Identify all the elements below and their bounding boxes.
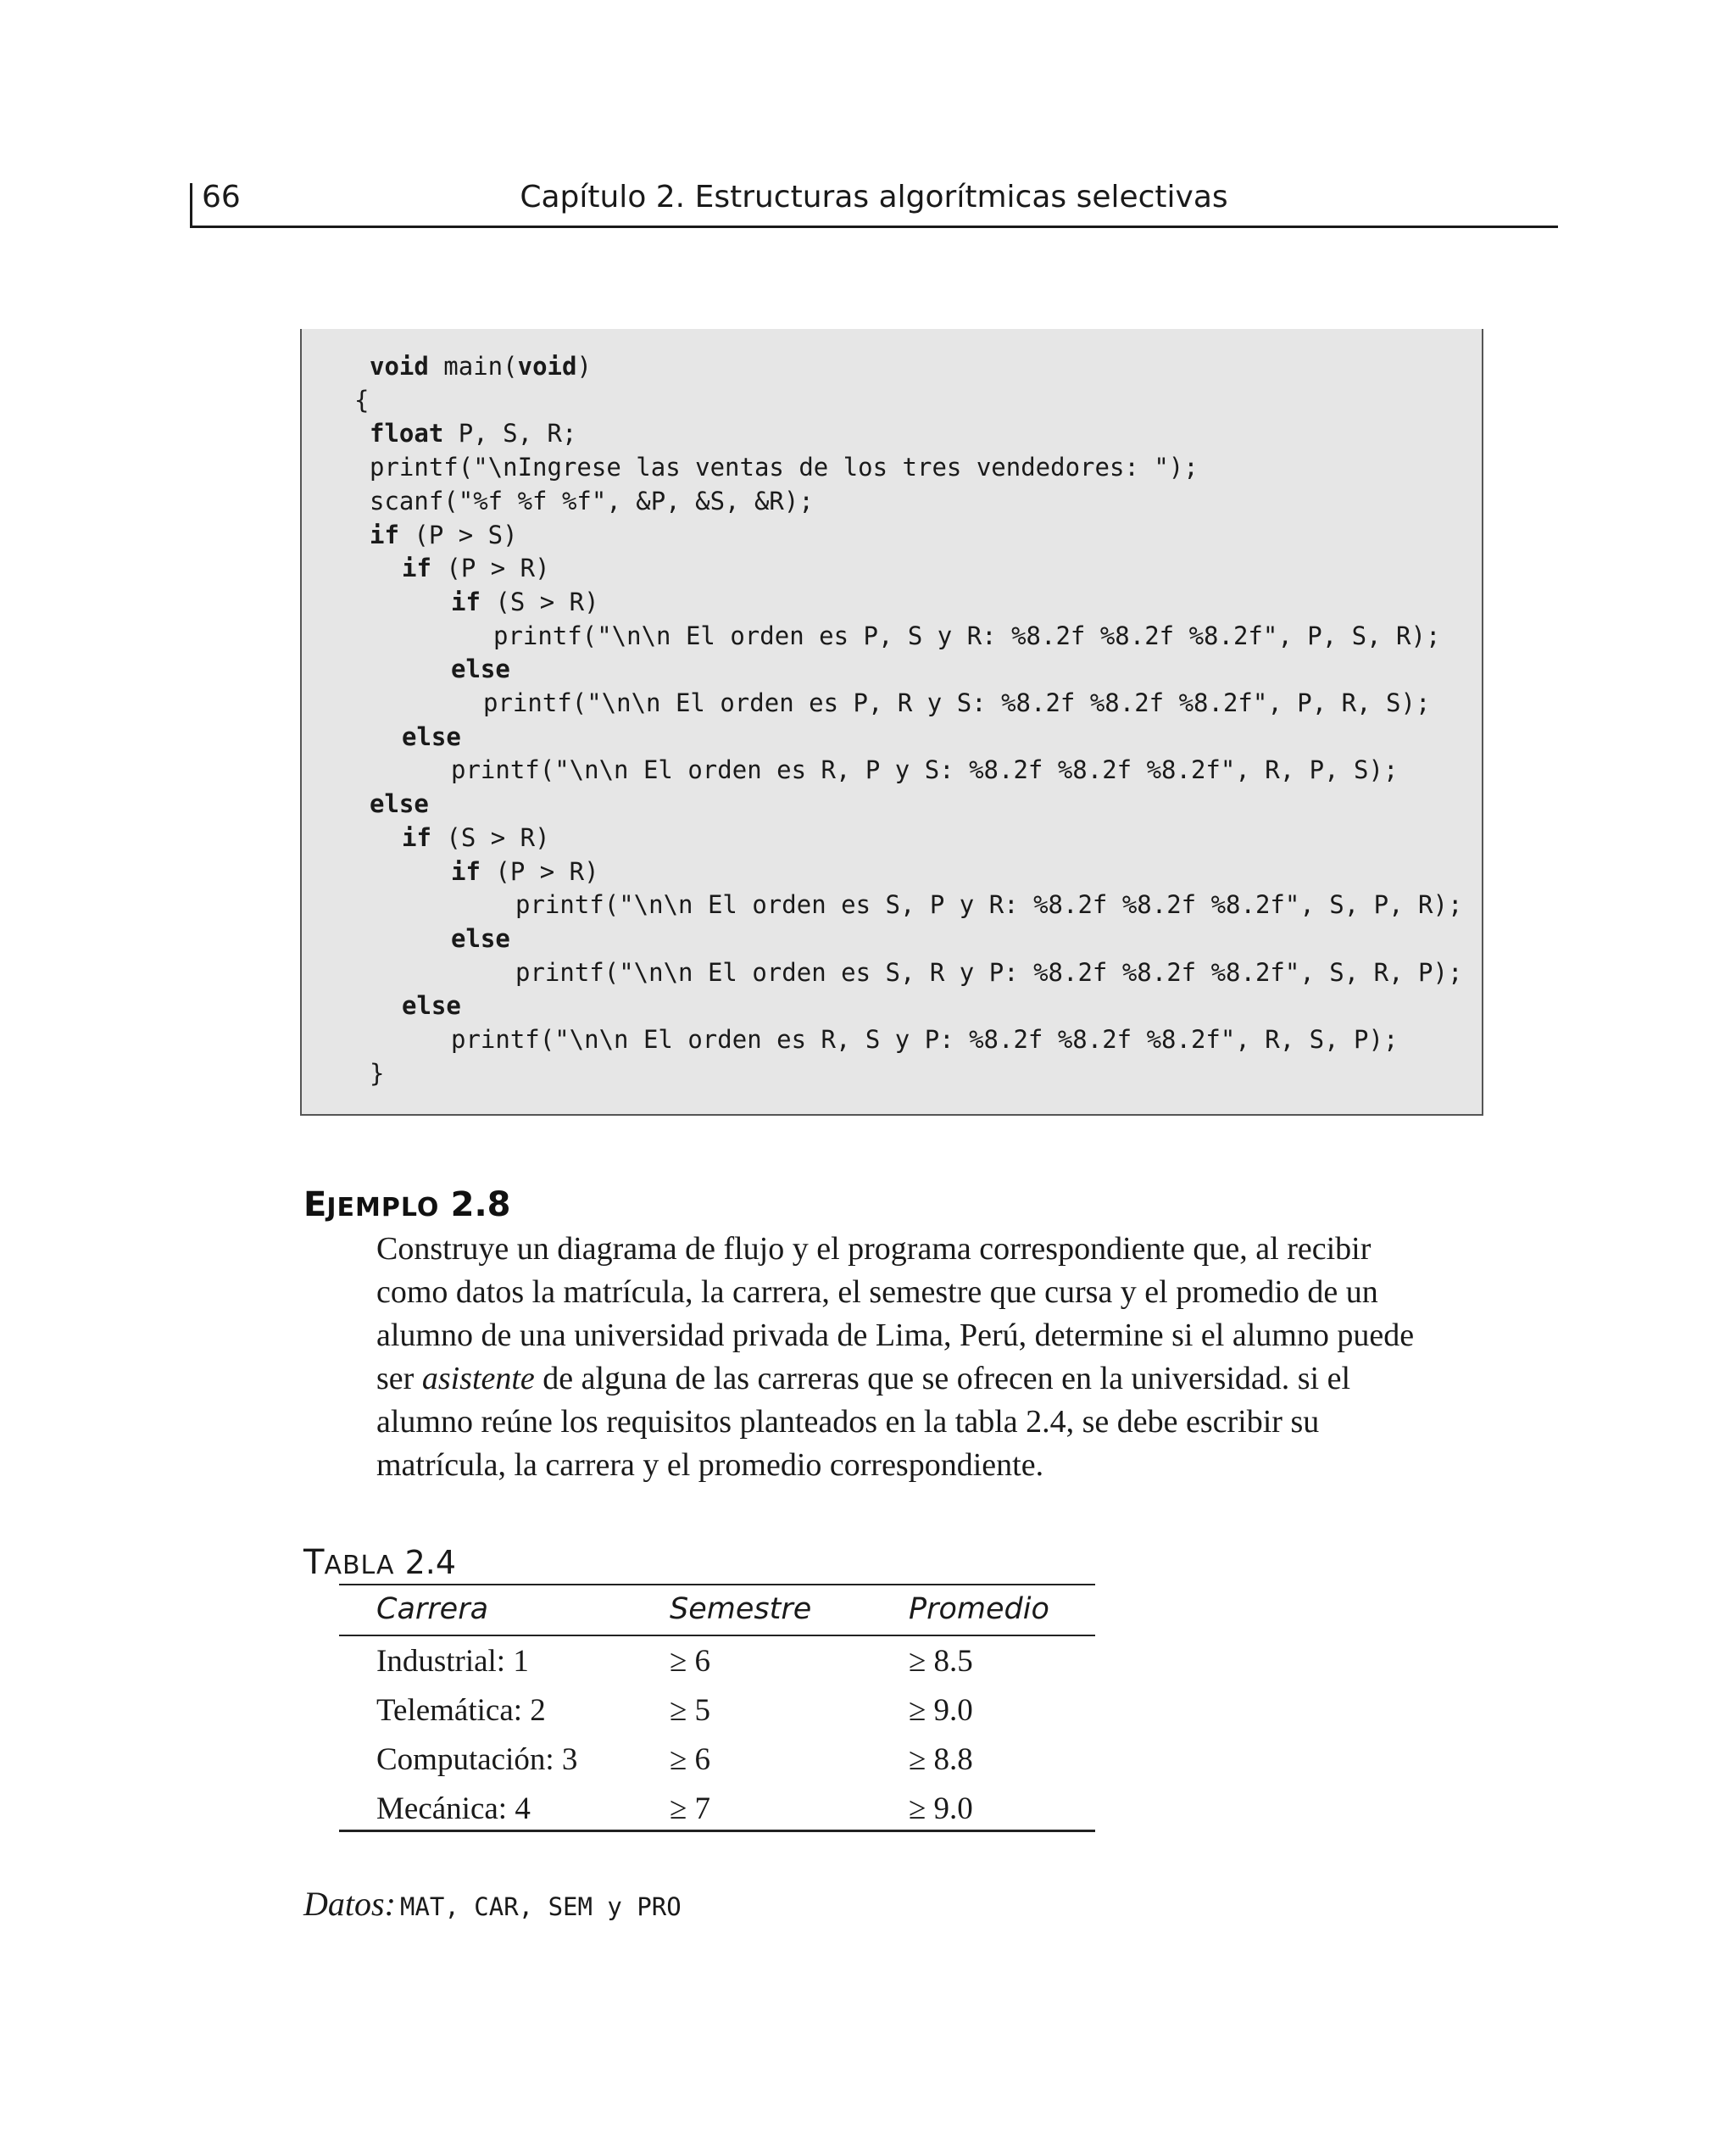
header-promedio: Promedio	[909, 1592, 1049, 1626]
datos-label: Datos:	[303, 1885, 396, 1923]
code-line	[515, 955, 1462, 989]
cell-semestre: ≥ 5	[670, 1693, 711, 1728]
table-top-rule	[339, 1584, 1095, 1585]
code-line	[354, 383, 369, 417]
code-line	[370, 787, 429, 821]
code-text: printf("\n\n El orden es S, R y P: %8.2f %8.2f %8.2f", S, R, P);	[515, 957, 1463, 987]
code-line	[451, 585, 599, 619]
code-keyword: void	[370, 352, 429, 381]
cell-semestre: ≥ 6	[670, 1742, 711, 1777]
code-keyword: else	[370, 789, 429, 819]
code-keyword: else	[451, 923, 510, 953]
cell-promedio: ≥ 8.8	[909, 1742, 973, 1777]
code-text: printf("\n\n El orden es R, S y P: %8.2f %8.2f %8.2f", R, S, P);	[451, 1025, 1399, 1054]
body-line: alumno de una universidad privada de Lima, Perú, determine si el alumno puede	[376, 1318, 1415, 1353]
code-keyword: float	[370, 419, 444, 448]
code-text: (P > S)	[398, 520, 518, 549]
cell-carrera: Industrial: 1	[376, 1644, 529, 1679]
cell-promedio: ≥ 8.5	[909, 1644, 973, 1679]
code-line	[451, 753, 1398, 787]
code-text: )	[576, 352, 592, 381]
page-number: 66	[202, 180, 241, 214]
example-title: EJEMPLO 2.8	[303, 1185, 511, 1224]
code-text: (S > R)	[480, 587, 599, 616]
cell-promedio: ≥ 9.0	[909, 1791, 973, 1826]
example-body	[376, 1228, 1504, 1487]
code-keyword: if	[451, 587, 481, 616]
body-line: ser asistente de alguna de las carreras que se ofrecen en la universidad. si el	[376, 1361, 1351, 1396]
code-keyword: else	[451, 655, 510, 684]
code-listing	[300, 329, 1483, 1116]
code-text: {	[354, 385, 370, 415]
code-keyword: if	[402, 554, 431, 583]
code-text: main(	[428, 352, 518, 381]
code-text: (S > R)	[431, 822, 550, 852]
code-keyword: if	[370, 520, 399, 549]
cell-carrera: Mecánica: 4	[376, 1791, 531, 1826]
datos-line	[303, 1884, 682, 1924]
code-line	[402, 551, 550, 585]
code-line	[483, 686, 1430, 720]
code-line	[370, 518, 518, 552]
code-keyword: void	[517, 352, 577, 381]
code-line	[451, 855, 599, 889]
code-text: printf("\n\n El orden es P, S y R: %8.2f %8.2f %8.2f", P, S, R);	[493, 621, 1441, 650]
table-bottom-rule	[339, 1830, 1095, 1832]
code-text: (P > R)	[480, 856, 599, 886]
code-text: scanf("%f %f %f", &P, &S, &R);	[370, 486, 814, 515]
code-line	[515, 888, 1462, 922]
code-line	[451, 652, 510, 686]
cell-semestre: ≥ 7	[670, 1791, 711, 1826]
code-text: printf("\n\n El orden es P, R y S: %8.2f %8.2f %8.2f", P, R, S);	[483, 688, 1431, 717]
code-text: }	[370, 1058, 385, 1088]
code-keyword: else	[402, 991, 461, 1021]
table-title: TABLA 2.4	[303, 1543, 456, 1582]
body-line: como datos la matrícula, la carrera, el semestre que cursa y el promedio de un	[376, 1274, 1378, 1310]
header-semestre: Semestre	[670, 1592, 812, 1626]
code-line	[370, 484, 814, 518]
code-line	[370, 416, 576, 450]
code-keyword: else	[402, 721, 461, 751]
code-text: printf("\n\n El orden es S, P y R: %8.2f %8.2f %8.2f", S, P, R);	[515, 890, 1463, 920]
chapter-title: Capítulo 2. Estructuras algorítmicas selectivas	[520, 180, 1228, 214]
code-text: printf("\n\n El orden es R, P y S: %8.2f %8.2f %8.2f", R, P, S);	[451, 755, 1399, 785]
code-line	[402, 989, 461, 1022]
code-text: (P > R)	[431, 554, 550, 583]
code-line	[451, 922, 510, 955]
cell-carrera: Computación: 3	[376, 1742, 578, 1777]
cell-carrera: Telemática: 2	[376, 1693, 546, 1728]
code-keyword: if	[402, 822, 431, 852]
cell-semestre: ≥ 6	[670, 1644, 711, 1679]
header-carrera: Carrera	[376, 1592, 489, 1626]
code-line	[402, 720, 461, 754]
cell-promedio: ≥ 9.0	[909, 1693, 973, 1728]
code-line	[370, 349, 592, 383]
body-line: Construye un diagrama de flujo y el programa correspondiente que, al recibir	[376, 1231, 1372, 1267]
emphasis-asistente: asistente	[421, 1361, 535, 1396]
code-text: P, S, R;	[443, 419, 577, 448]
running-header	[190, 175, 1558, 228]
code-line	[451, 1022, 1398, 1056]
body-line: alumno reúne los requisitos planteados en la tabla 2.4, se debe escribir su	[376, 1404, 1320, 1440]
code-keyword: if	[451, 856, 481, 886]
table-header-rule	[339, 1635, 1095, 1636]
code-text: printf("\nIngrese las ventas de los tres vendedores: ");	[370, 453, 1199, 482]
datos-value: MAT, CAR, SEM y PRO	[399, 1892, 682, 1921]
code-line	[402, 821, 550, 855]
code-line	[370, 450, 1199, 484]
code-line	[370, 1056, 384, 1090]
body-line: matrícula, la carrera y el promedio correspondiente.	[376, 1447, 1044, 1483]
code-line	[493, 619, 1440, 653]
